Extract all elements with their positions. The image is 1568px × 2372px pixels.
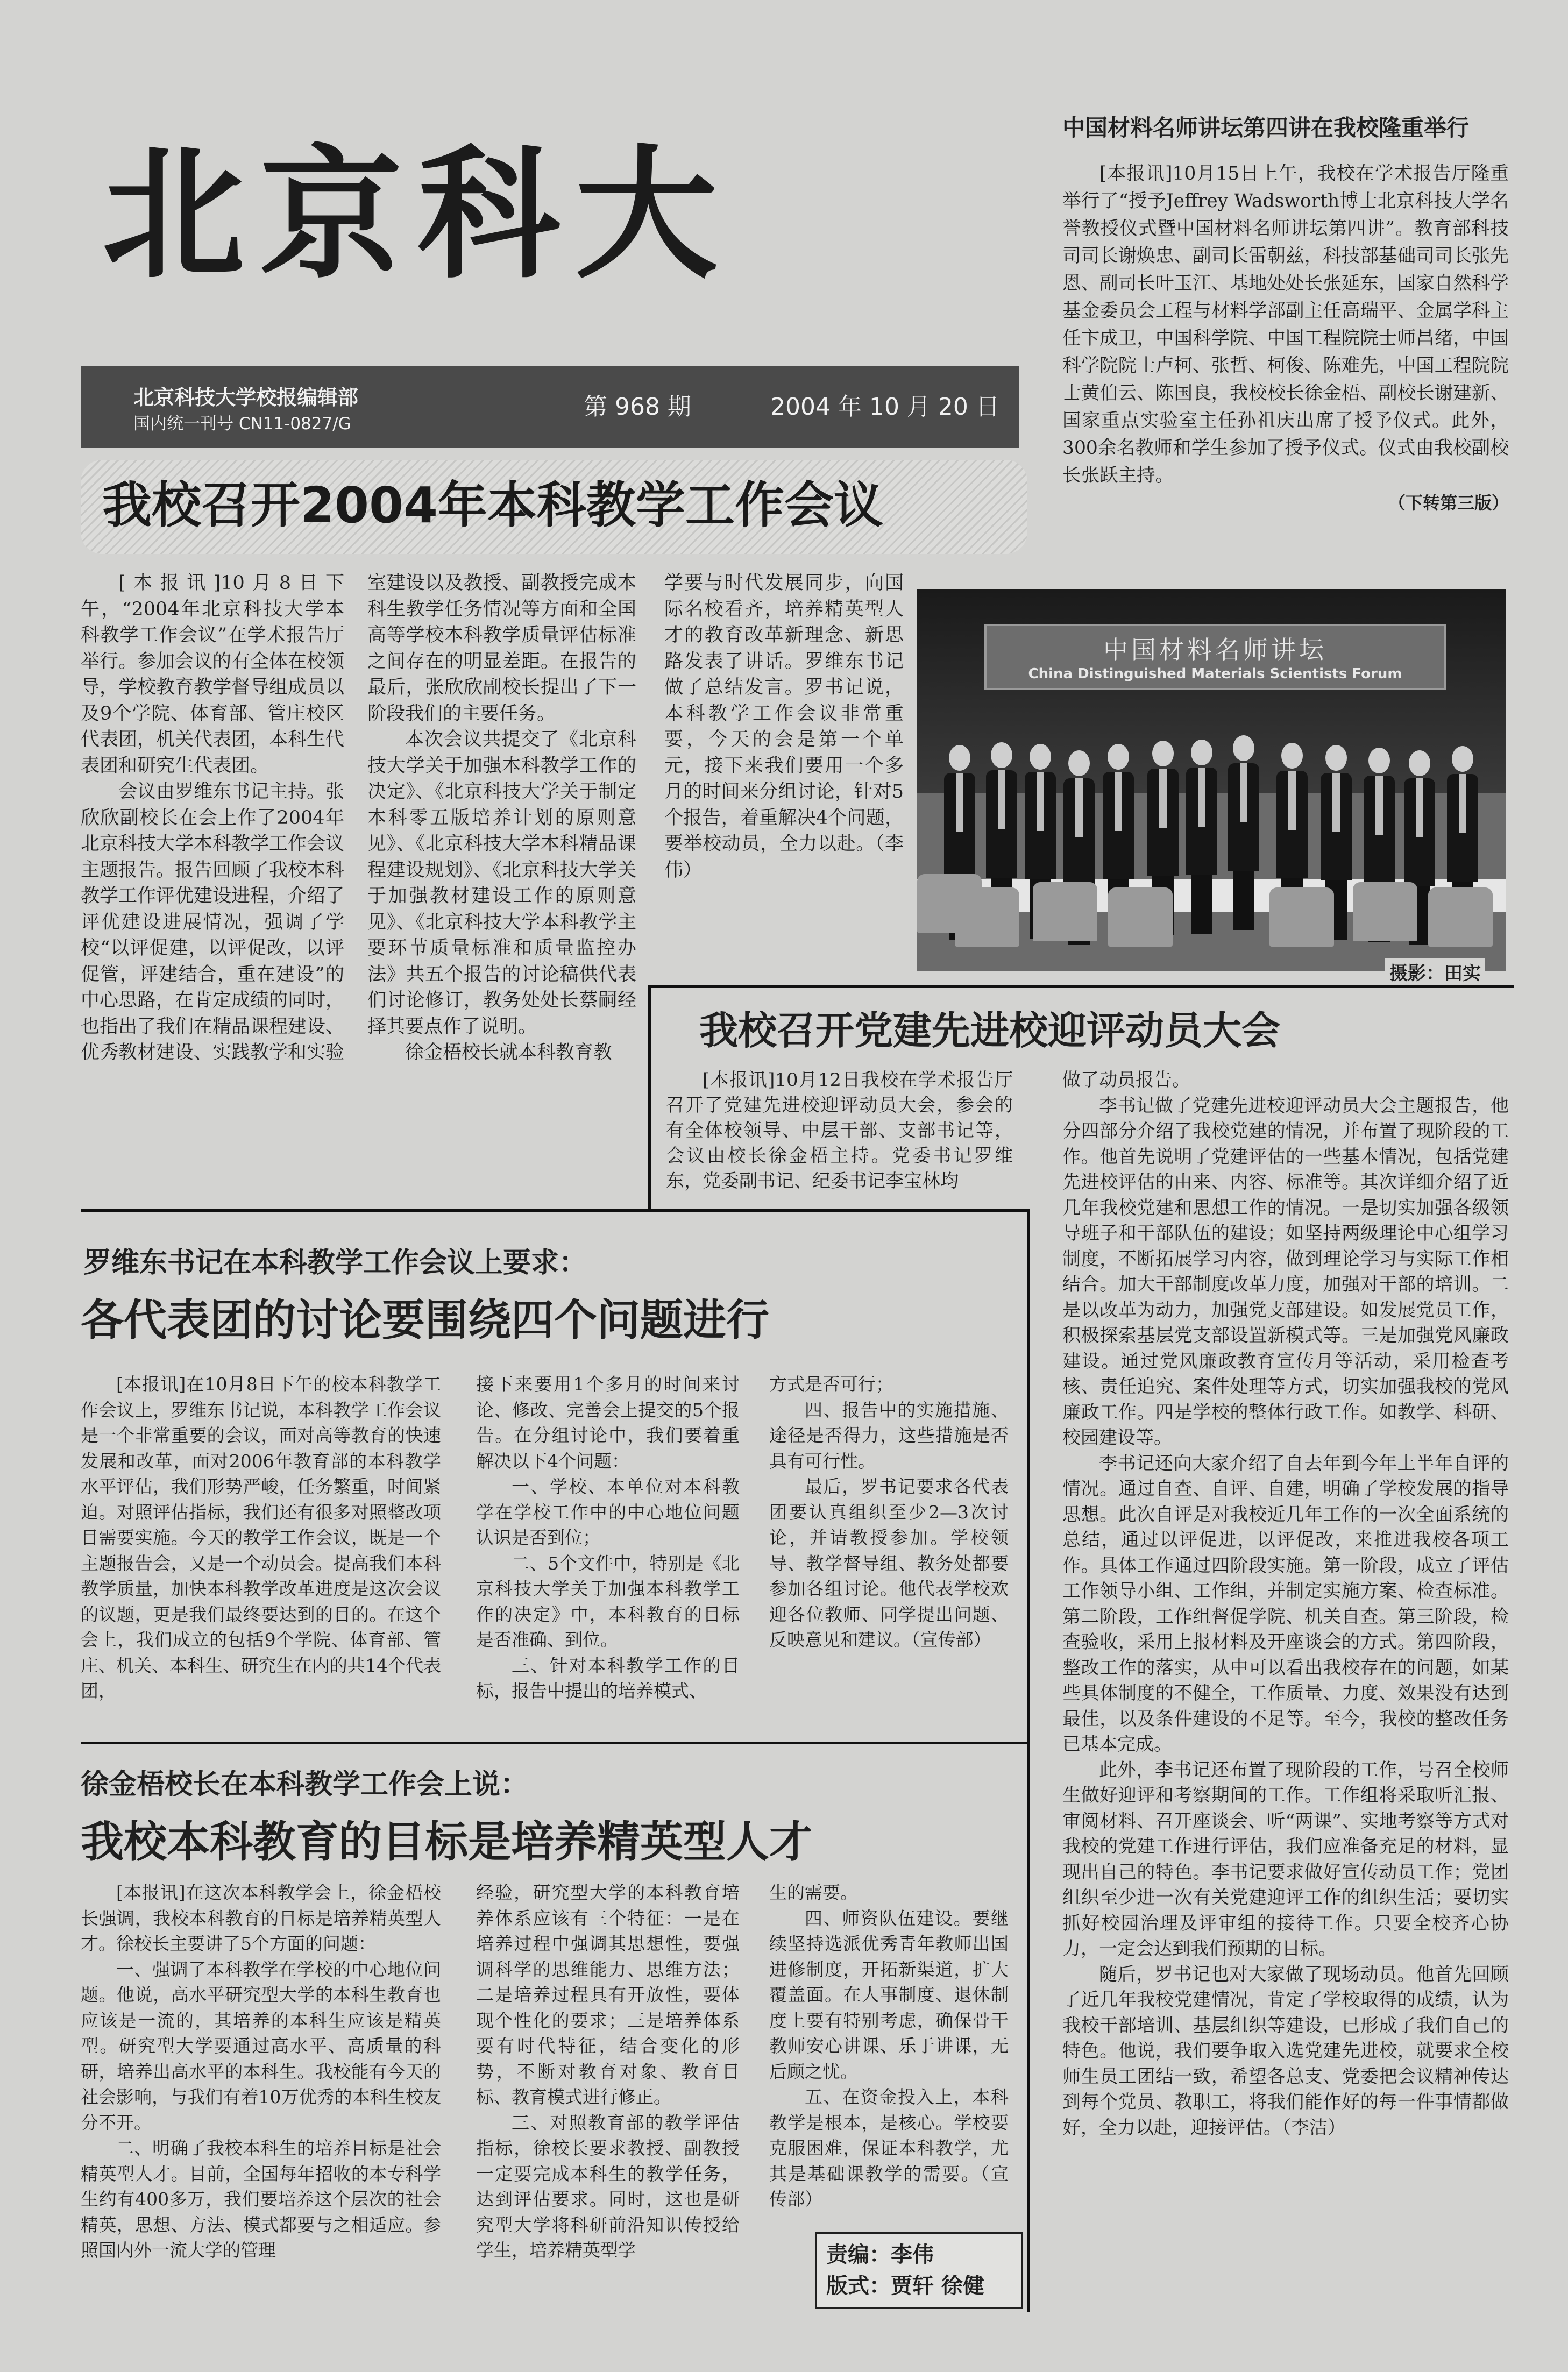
xu-article-title: 我校本科教育的目标是培养精英型人才 bbox=[81, 1816, 812, 1867]
main-article-col-1 bbox=[81, 570, 344, 1066]
banner-english-text: China Distinguished Materials Scientists Forum bbox=[1028, 666, 1402, 682]
xu-article-lead: [本报讯] bbox=[116, 1882, 186, 1903]
main-article-paragraph: 10月8日下午，“2004年北京科技大学本科教学工作会议”在学术报告厅举行。参加会议的有全体在校领导，学校教育教学督导组成员以及9个学院、体育部、管庄校区代表团，机关代表团，本科生代表团和研究生代表团。 bbox=[81, 572, 345, 777]
party-article-paragraph: 李书记做了党建先进校迎评动员大会主题报告，他分四部分介绍了我校党建的情况，并布置了现阶段的工作。他首先说明了党建评估的一些基本情况，包括党建先进校评估的由来、内容、标准等。其次详细介绍了近几年我校党建和思想工作的情况。一是切实加强各级领导班子和干部队伍的建设；如坚持两级理论中心组学习制度，不断拓展学习内容，做到理论学习与实际工作相结合。加大干部制度改革力度，加强对干部的培训。二是以改革为动力，加强党支部建设。如发展党员工作，积极探索基层党支部设置新模式等。三是加强党风廉政建设。通过党风廉政教育宣传月等活动，采用检查考核、责任追究、案件处理等方式，切实加强我校的党风廉政工作。四是学校的整体行政工作。如教学、科研、校园建设等。 bbox=[1062, 1095, 1509, 1448]
party-article-paragraph: 10月12日我校在学术报告厅召开了党建先进校迎评动员大会，参会的有全体校领导、中层干部、支部书记等，会议由校长徐金梧主持。党委书记罗维东，党委副书记、纪委书记李宝林均 bbox=[666, 1069, 1013, 1192]
forum-article-text: 10月15日上午，我校在学术报告厅隆重举行了“授予Jeffrey Wadsworth博士北京科技大学名誉教授仪式暨中国材料名师讲坛第四讲”。教育部科技司司长谢焕忠、副司长雷朝兹，科技部基础司司长张先恩、副司长叶玉江、基地处处长张延东，国家自然科学基金委员会工程与材料学部副主任高瑞平、金属学科主任卞成卫，中国科学院、中国工程院院士师昌绪，中国科学院院士卢柯、张哲、柯俊、陈难先，中国工程院院士黄伯云、陈国良，我校校长徐金梧、副校长谢建新、国家重点实验室主任孙祖庆出席了授予仪式。此外，300余名教师和学生参加了授予仪式。仪式由我校副校长张跃主持。 bbox=[1062, 163, 1509, 486]
party-article-paragraph: 做了动员报告。 bbox=[1062, 1069, 1190, 1091]
forum-article-lead: [本报讯] bbox=[1099, 163, 1173, 184]
luo-article-col-2 bbox=[476, 1372, 740, 1704]
luo-article-paragraph: 方式是否可行； bbox=[769, 1374, 893, 1395]
xu-article-paragraph: 生的需要。 bbox=[769, 1882, 858, 1903]
main-article-paragraph: 徐金梧校长就本科教育教 bbox=[405, 1042, 613, 1063]
cn-number: 国内统一刊号 CN11-0827/G bbox=[133, 414, 351, 434]
masthead-info-bar bbox=[81, 366, 1019, 448]
luo-article-paragraph: 一、学校、本单位对本科教学在学校工作中的中心地位问题认识是否到位； bbox=[476, 1476, 740, 1548]
luo-article-paragraph: 三、针对本科教学工作的目标，报告中提出的培养模式、 bbox=[476, 1654, 740, 1701]
main-article-paragraph: 室建设以及教授、副教授完成本科生教学任务情况等方面和全国高等学校本科教学质量评估标准之间存在的明显差距。在报告的最后，张欣欣副校长提出了下一阶段我们的主要任务。 bbox=[367, 572, 636, 725]
forum-article-body bbox=[1062, 160, 1509, 517]
luo-article-paragraph: 最后，罗书记要求各代表团要认真组织至少2—3次讨论，并请教授参加。学校领导、教学督导组、教务处都要参加各组讨论。他代表学校欢迎各位教师、同学提出问题、反映意见和建议。（宣传部） bbox=[769, 1476, 1009, 1650]
luo-article-paragraph: 四、报告中的实施措施、途径是否得力，这些措施是否具有可行性。 bbox=[769, 1399, 1009, 1472]
issue-date: 2004 年 10 月 20 日 bbox=[770, 393, 999, 421]
luo-article-col-3 bbox=[769, 1372, 1009, 1653]
layout-names: 贾轩 徐健 bbox=[891, 2274, 984, 2298]
party-article-paragraph: 此外，李书记还布置了现阶段的工作，号召全校师生做好迎评和考察期间的工作。工作组将采取听汇报、审阅材料、召开座谈会、听“两课”、实地考察等方式对我校的党建工作进行评估，我们应准备充足的材料，显现出自己的特色。李书记要求做好宣传动员工作；党团组织至少进一次有关党建迎评工作的组织生活；要切实抓好校园治理及评审组的接待工作。只要全校齐心协力，一定会达到我们预期的目标。 bbox=[1062, 1759, 1509, 1959]
luo-article-lead: [本报讯] bbox=[116, 1374, 186, 1395]
masthead-title: 北京科大 bbox=[102, 132, 733, 298]
party-article-intro bbox=[666, 1068, 1013, 1194]
banner-chinese-text: 中国材料名师讲坛 bbox=[1103, 635, 1327, 664]
main-article-paragraph: 本次会议共提交了《北京科技大学关于加强本科教学工作的决定》、《北京科技大学关于制定本科零五版培养计划的原则意见》、《北京科技大学本科精品课程建设规划》、《北京科技大学关于加强教材建设工作的原则意见》、《北京科技大学本科教学主要环节质量标准和质量监控办法》共五个报告的讨论稿供代表们讨论修订，教务处处长蔡嗣经择其要点作了说明。 bbox=[367, 729, 636, 1038]
forum-continued-note: （下转第三版） bbox=[1388, 493, 1509, 513]
credits-box bbox=[815, 2232, 1023, 2309]
luo-article-paragraph: 在10月8日下午的校本科教学工作会议上，罗维东书记说，本科教学工作会议是一个非常重要的会议，面对高等教育的快速发展和改革，面对2006年教育部的本科教学水平评估，我们形势严峻，任务繁重，时间紧迫。对照评估指标，我们还有很多对照整改项目需要实施。今天的教学工作会议，既是一个主题报告会，又是一个动员会。提高我们本科教学质量，加快本科教学改革进度是这次会议的议题，更是我们最终要达到的目的。在这个会上，我们成立的包括9个学院、体育部、管庄、机关、本科生、研究生在内的共14个代表团， bbox=[81, 1374, 441, 1701]
main-article-col-2 bbox=[367, 570, 636, 1066]
party-article-title: 我校召开党建先进校迎评动员大会 bbox=[699, 1007, 1281, 1053]
forum-photo-banner bbox=[984, 624, 1446, 690]
publisher-name: 北京科技大学校报编辑部 bbox=[133, 386, 359, 409]
photo-credit: 摄影：田实 bbox=[1385, 958, 1485, 985]
forum-photo bbox=[917, 589, 1506, 971]
luo-article-title: 各代表团的讨论要围绕四个问题进行 bbox=[81, 1295, 769, 1345]
main-article-lead: [本报讯] bbox=[118, 572, 221, 594]
xu-article-paragraph: 在这次本科教学会上，徐金梧校长强调，我校本科教育的目标是培养精英型人才。徐校长主要讲了5个方面的问题： bbox=[81, 1882, 442, 1954]
xu-article-paragraph: 五、在资金投入上，本科教学是根本，是核心。学校要克服困难，保证本科教学，尤其是基础课教学的需要。（宣传部） bbox=[769, 2086, 1009, 2210]
main-article-paragraph: 学要与时代发展同步，向国际名校看齐，培养精英型人才的教育改革新理念、新思路发表了讲话。罗维东书记做了总结发言。罗书记说，本科教学工作会议非常重要，今天的会是第一个单元，接下来我们要用一个多月的时间来分组讨论，针对5个报告，着重解决4个问题，要举校动员，全力以赴。（李伟） bbox=[664, 572, 904, 881]
layout-label: 版式： bbox=[826, 2274, 891, 2298]
issue-number: 第 968 期 bbox=[584, 393, 691, 421]
xu-article-col-3 bbox=[769, 1880, 1009, 2212]
luo-article-col-1 bbox=[81, 1372, 441, 1704]
xu-article-paragraph: 三、对照教育部的教学评估指标，徐校长要求教授、副教授一定要完成本科生的教学任务，达到评估要求。同时，这也是研究型大学将科研前沿知识传授给学生，培养精英型学 bbox=[476, 2112, 740, 2261]
main-article-col-3 bbox=[664, 570, 904, 883]
editor-name: 李伟 bbox=[891, 2242, 934, 2267]
luo-article-paragraph: 二、5个文件中，特别是《北京科技大学关于加强本科教学工作的决定》中，本科教育的目标是否准确、到位。 bbox=[476, 1552, 740, 1650]
xu-article-paragraph: 四、师资队伍建设。要继续坚持选派优秀青年教师出国进修制度，开拓新渠道，扩大覆盖面。在人事制度、退休制度上要有特别考虑，确保骨干教师安心讲课、乐于讲课，无后顾之忧。 bbox=[769, 1907, 1009, 2082]
xu-article-paragraph: 二、明确了我校本科生的培养目标是社会精英型人才。目前，全国每年招收的本专科学生约有400多万，我们要培养这个层次的社会精英，思想、方法、模式都要与之相适应。参照国内外一流大学的管理 bbox=[81, 2137, 441, 2261]
party-article-paragraph: 李书记还向大家介绍了自去年到今年上半年自评的情况。通过自查、自评、自建，明确了学校发展的指导思想。此次自评是对我校近几年工作的一次全面系统的总结，通过以评促进，以评促改，来推进我校各项工作。具体工作通过四阶段实施。第一阶段，成立了评估工作领导小组、工作组，并制定实施方案、检查标准。第二阶段，工作组督促学院、机关自查。第三阶段，检查验收，采用上报材料及开座谈会的方式。第四阶段，整改工作的落实，从中可以看出我校存在的问题，如某些具体制度的不健全，工作质量、力度、效果没有达到最佳，以及条件建设的不足等。至今，我校的整改任务已基本完成。 bbox=[1062, 1452, 1509, 1755]
party-article-column bbox=[1062, 1068, 1509, 2141]
party-article-paragraph: 随后，罗书记也对大家做了现场动员。他首先回顾了近几年我校党建情况，肯定了学校取得的成绩，认为我校干部培训、基层组织等建设，已形成了我们自己的特色。他说，我们要争取入选党建先进校，就要求全校师生员工团结一致，希望各总支、党委把会议精神传达到每个党员、教职工，将我们能作好的每一件事情都做好，全力以赴，迎接评估。（李洁） bbox=[1062, 1963, 1509, 2139]
xu-article-kicker: 徐金梧校长在本科教学工作会上说： bbox=[81, 1768, 529, 1801]
party-article-lead: [本报讯] bbox=[703, 1069, 775, 1091]
forum-article-title: 中国材料名师讲坛第四讲在我校隆重举行 bbox=[1062, 115, 1470, 141]
xu-article-paragraph: 经验，研究型大学的本科教育培养体系应该有三个特征：一是在培养过程中强调其思想性，要强调科学的思维能力、思维方法；二是培养过程具有开放性，要体现个性化的要求；三是培养体系要有时代特征，结合变化的形势，不断对教育对象、教育目标、教育模式进行修正。 bbox=[476, 1882, 740, 2107]
main-headline: 我校召开2004年本科教学工作会议 bbox=[102, 477, 884, 534]
editor-label: 责编： bbox=[826, 2242, 891, 2267]
xu-article-col-2 bbox=[476, 1880, 740, 2263]
xu-article-col-1 bbox=[81, 1880, 441, 2263]
luo-article-kicker: 罗维东书记在本科教学工作会议上要求： bbox=[83, 1246, 587, 1279]
luo-article-paragraph: 接下来要用1个多月的时间来讨论、修改、完善会上提交的5个报告。在分组讨论中，我们要着重解决以下4个问题： bbox=[476, 1374, 740, 1472]
main-article-paragraph: 会议由罗维东书记主持。张欣欣副校长在会上作了2004年北京科技大学本科教学工作会议主题报告。报告回顾了我校本科教学工作评优建设进程，介绍了评优建设进展情况，强调了学校“以评促建，以评促改，以评促管，评建结合，重在建设”的中心思路，在肯定成绩的同时，也指出了我们在精品课程建设、优秀教材建设、实践教学和实验 bbox=[81, 781, 345, 1063]
xu-article-paragraph: 一、强调了本科教学在学校的中心地位问题。他说，高水平研究型大学的本科生教育也应该是一流的，其培养的本科生应该是精英型。研究型大学要通过高水平、高质量的科研，培养出高水平的本科生。我校能有今天的社会影响，与我们有着10万优秀的本科生校友分不开。 bbox=[81, 1958, 441, 2133]
